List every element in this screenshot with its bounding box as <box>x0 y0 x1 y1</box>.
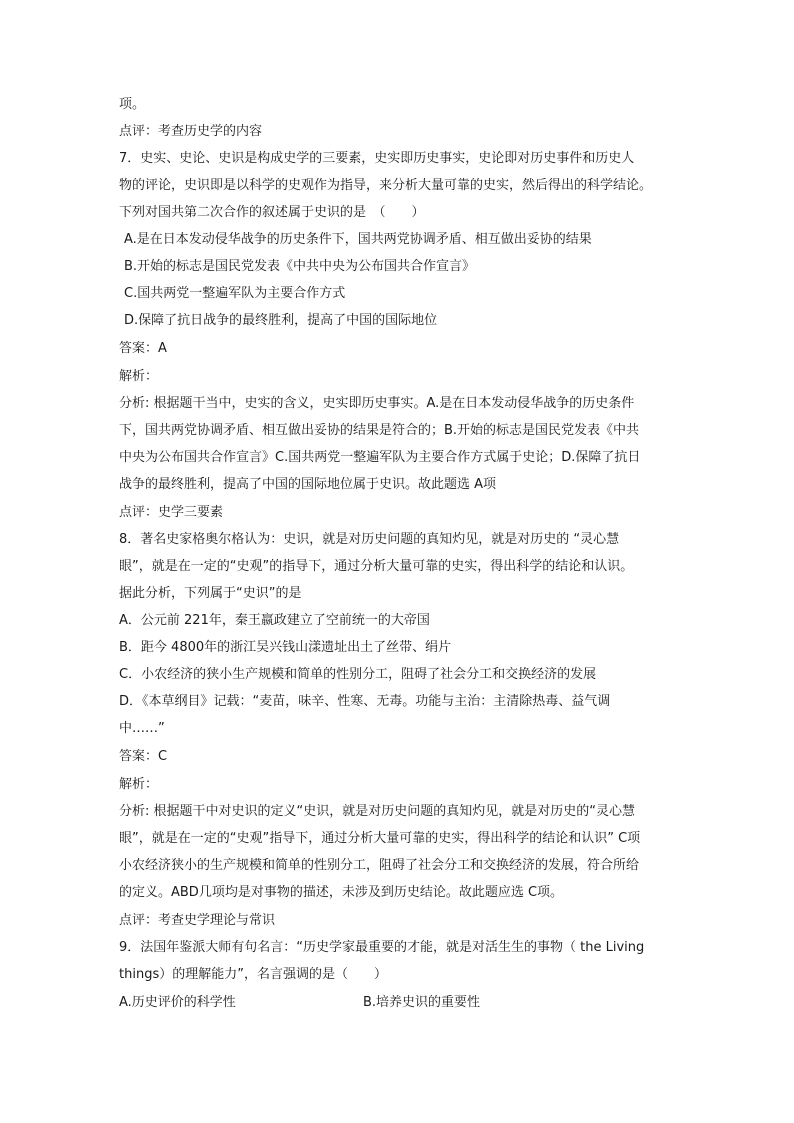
analysis-heading: 解析： <box>119 777 159 792</box>
comment-line: 点评：考查历史学的内容 <box>119 124 263 139</box>
question-7-line-3: 下列对国共第二次合作的叙述属于史识的是 （ ） <box>119 205 425 220</box>
options-row-right <box>363 994 663 1012</box>
question-8-line-3: 据此分析，下列属于“史识”的是 <box>119 586 302 601</box>
comment-line: 点评：史学三要素 <box>119 505 224 520</box>
question-9-line-1: 9．法国年鉴派大师有句名言：“历史学家最重要的才能，就是对活生生的事物（ the Living <box>119 940 645 955</box>
analysis-line: 分析: 根据题干当中，史实的含义，史实即历史事实。A.是在日本发动侵华战争的历史条件 <box>119 396 635 411</box>
question-7-line-1: 7．史实、史论、史识是构成史学的三要素，史实即历史事实，史论即对历史事件和历史人 <box>119 151 635 166</box>
analysis-heading: 解析： <box>119 369 159 384</box>
option-b: B.开始的标志是国民党发表《中共中央为公布国共合作宣言》 <box>124 259 476 274</box>
analysis-line: 战争的最终胜利，提高了中国的国际地位属于史识。故此题选 A项 <box>119 477 497 492</box>
option-a: A.是在日本发动侵华战争的历史条件下，国共两党协调矛盾、相互做出妥协的结果 <box>124 232 592 247</box>
question-8-line-1: 8．著名史家格奥尔格认为：史识，就是对历史问题的真知灼见，就是对历史的 “灵心慧 <box>119 532 620 547</box>
option-b: B．距今 4800年的浙江吴兴钱山漾遗址出土了丝带、绢片 <box>119 640 452 655</box>
option-b: B.培养史识的重要性 <box>363 995 481 1010</box>
answer-line: 答案：A <box>119 341 167 356</box>
analysis-line: 中央为公布国共合作宣言》C.国共两党一整遍军队为主要合作方式属于史论；D.保障了抗日 <box>119 450 641 465</box>
option-d-continued: 中……” <box>119 721 165 736</box>
option-a: A．公元前 221年，秦王嬴政建立了空前统一的大帝国 <box>119 613 430 628</box>
question-7-line-2: 物的评论，史识即是以科学的史观作为指导，来分析大量可靠的史实，然后得出的科学结论。 <box>119 178 653 193</box>
analysis-line: 小农经济狭小的生产规模和简单的性别分工，阻碍了社会分工和交换经济的发展，符合所给 <box>119 858 640 873</box>
answer-line: 答案：C <box>119 749 168 764</box>
analysis-line: 的定义。ABD几项均是对事物的描述，未涉及到历史结论。故此题应选 C项。 <box>119 885 564 900</box>
question-9-line-2: things）的理解能力”，名言强调的是（ ） <box>119 967 387 982</box>
analysis-line: 下，国共两党协调矛盾、相互做出妥协的结果是符合的；B.开始的标志是国民党发表《中共 <box>119 423 640 438</box>
question-8-line-2: 眼”，就是在一定的“史观”的指导下，通过分析大量可靠的史实，得出科学的结论和认识。 <box>119 559 634 574</box>
option-a: A.历史评价的科学性 <box>119 995 236 1010</box>
option-d: D.保障了抗日战争的最终胜利，提高了中国的国际地位 <box>124 313 438 328</box>
analysis-line: 眼”，就是在一定的“史观”指导下，通过分析大量可靠的史实，得出科学的结论和认识” C项 <box>119 831 641 846</box>
option-c: C.国共两党一整遍军队为主要合作方式 <box>124 286 346 301</box>
option-c: C．小农经济的狭小生产规模和简单的性别分工，阻碍了社会分工和交换经济的发展 <box>119 667 597 682</box>
comment-line: 点评：考查史学理论与常识 <box>119 913 276 928</box>
analysis-line: 分析: 根据题干中对史识的定义“史识，就是对历史问题的真知灼见，就是对历史的“灵心慧 <box>119 804 635 819</box>
option-d: D．《本草纲目》记载：“麦苗，味辛、性寒、无毒。功能与主治：主清除热毒、益气调 <box>119 694 611 709</box>
text-line: 项。 <box>119 97 146 112</box>
